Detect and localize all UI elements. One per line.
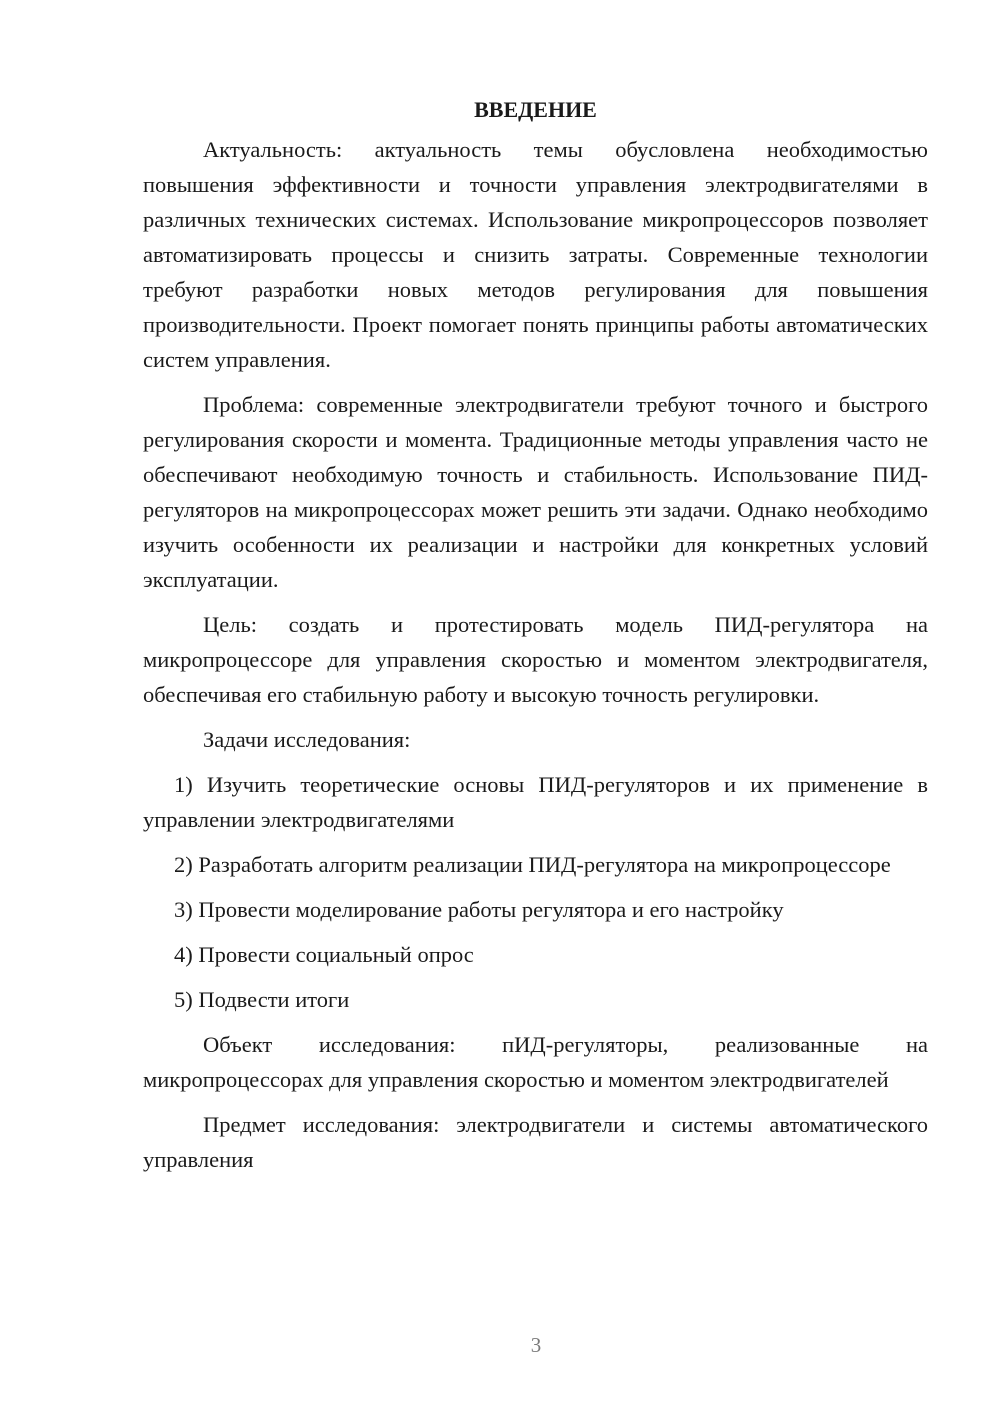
tasks-heading: Задачи исследования: (203, 727, 411, 752)
paragraph-subject: Предмет исследования: электродвигатели и системы автоматического управления (143, 1112, 928, 1172)
section-title: ВВЕДЕНИЕ (474, 97, 597, 122)
task-item-5: 5) Подвести итоги (174, 987, 350, 1012)
paragraph-relevance: Актуальность: актуальность темы обусловлена необходимостью повышения эффективности и точности управления электродвигателями в различных технических системах. Использование микропроцессоров позволяет автоматизировать процессы и снизить затраты. Современные технологии требуют разработки новых методов регулирования для повышения производительности. Проект помогает понять принципы работы автоматических систем управления. (143, 137, 928, 372)
task-item-1: 1) Изучить теоретические основы ПИД-регуляторов и их применение в управлении электродвигателями (143, 772, 928, 832)
task-item-2: 2) Разработать алгоритм реализации ПИД-регулятора на микропроцессоре (174, 852, 891, 877)
paragraph-problem: Проблема: современные электродвигатели требуют точного и быстрого регулирования скорости и момента. Традиционные методы управления часто не обеспечивают необходимую точность и стабильность. Использование ПИД-регуляторов на микропроцессорах может решить эти задачи. Однако необходимо изучить особенности их реализации и настройки для конкретных условий эксплуатации. (143, 392, 928, 592)
task-item-3: 3) Провести моделирование работы регулятора и его настройку (174, 897, 784, 922)
page-content (143, 92, 928, 1187)
paragraph-object: Объект исследования: пИД-регуляторы, реализованные на микропроцессорах для управления скоростью и моментом электродвигателей (143, 1032, 928, 1092)
task-item-4: 4) Провести социальный опрос (174, 942, 474, 967)
paragraph-goal: Цель: создать и протестировать модель ПИД-регулятора на микропроцессоре для управления скоростью и моментом электродвигателя, обеспечивая его стабильную работу и высокую точность регулировки. (143, 612, 928, 707)
page-number: 3 (530, 1333, 542, 1357)
